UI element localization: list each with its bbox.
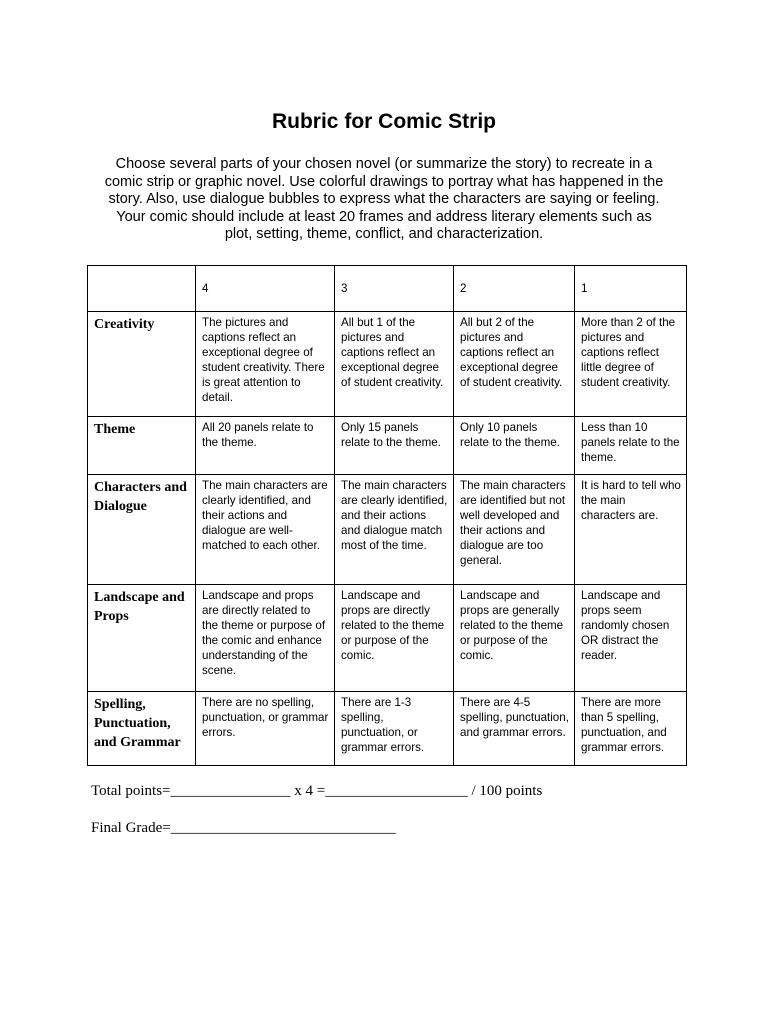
header-cell-score-3: 3: [335, 266, 454, 312]
header-cell-score-2: 2: [454, 266, 575, 312]
rubric-cell: There are 4-5 spelling, punctuation, and grammar errors.: [454, 692, 575, 766]
rubric-cell: Landscape and props are directly related to the theme or purpose of the comic and enhance understanding of the scene.: [196, 585, 335, 692]
rubric-row-characters-and-dialogue: [88, 475, 687, 585]
header-cell-score-4: 4: [196, 266, 335, 312]
rubric-cell: There are 1-3 spelling, punctuation, or grammar errors.: [335, 692, 454, 766]
rubric-row-spelling-punctuation-grammar: [88, 692, 687, 766]
instructions-line: plot, setting, theme, conflict, and characterization.: [224, 226, 544, 243]
rubric-cell: More than 2 of the pictures and captions reflect little degree of student creativity.: [575, 312, 687, 417]
rubric-header-row: [88, 266, 687, 312]
final-grade-line: Final Grade=______________________________: [91, 820, 396, 836]
instructions-line: Your comic should include at least 20 frames and address literary elements such as: [116, 208, 652, 225]
instructions-line: Choose several parts of your chosen novel (or summarize the story) to recreate in a: [115, 156, 653, 172]
criterion-label: Spelling, Punctuation, and Grammar: [88, 692, 196, 766]
rubric-cell: Only 10 panels relate to the theme.: [454, 417, 575, 475]
rubric-cell: All 20 panels relate to the theme.: [196, 417, 335, 475]
rubric-cell: Only 15 panels relate to the theme.: [335, 417, 454, 475]
rubric-cell: There are no spelling, punctuation, or grammar errors.: [196, 692, 335, 766]
instructions-line: comic strip or graphic novel. Use colorful drawings to portray what has happened in the: [104, 173, 664, 190]
rubric-cell: There are more than 5 spelling, punctuation, and grammar errors.: [575, 692, 687, 766]
header-cell-blank: [88, 266, 196, 312]
header-cell-score-1: 1: [575, 266, 687, 312]
rubric-row-theme: [88, 417, 687, 475]
rubric-cell: It is hard to tell who the main characters are.: [575, 475, 687, 585]
rubric-row-landscape-and-props: [88, 585, 687, 692]
rubric-cell: The main characters are identified but not well developed and their actions and dialogue are too general.: [454, 475, 575, 585]
criterion-label: Creativity: [88, 312, 196, 417]
rubric-table: [87, 265, 687, 766]
criterion-label: Characters and Dialogue: [88, 475, 196, 585]
criterion-label: Theme: [88, 417, 196, 475]
instructions-paragraph: [84, 156, 684, 244]
rubric-cell: Landscape and props seem randomly chosen OR distract the reader.: [575, 585, 687, 692]
rubric-cell: The main characters are clearly identified, and their actions and dialogue are well-matched to each other.: [196, 475, 335, 585]
instructions-line: story. Also, use dialogue bubbles to express what the characters are saying or feeling.: [108, 191, 660, 208]
total-points-line: Total points=________________ x 4 =___________________ / 100 points: [91, 783, 543, 799]
rubric-row-creativity: [88, 312, 687, 417]
page-title: Rubric for Comic Strip: [271, 110, 497, 133]
rubric-cell: The main characters are clearly identified, and their actions and dialogue match most of the time.: [335, 475, 454, 585]
rubric-cell: All but 1 of the pictures and captions reflect an exceptional degree of student creativity.: [335, 312, 454, 417]
rubric-cell: Landscape and props are generally related to the theme or purpose of the comic.: [454, 585, 575, 692]
rubric-cell: Landscape and props are directly related to the theme or purpose of the comic.: [335, 585, 454, 692]
rubric-cell: All but 2 of the pictures and captions reflect an exceptional degree of student creativity.: [454, 312, 575, 417]
rubric-cell: Less than 10 panels relate to the theme.: [575, 417, 687, 475]
criterion-label: Landscape and Props: [88, 585, 196, 692]
rubric-cell: The pictures and captions reflect an exceptional degree of student creativity. There is great attention to detail.: [196, 312, 335, 417]
